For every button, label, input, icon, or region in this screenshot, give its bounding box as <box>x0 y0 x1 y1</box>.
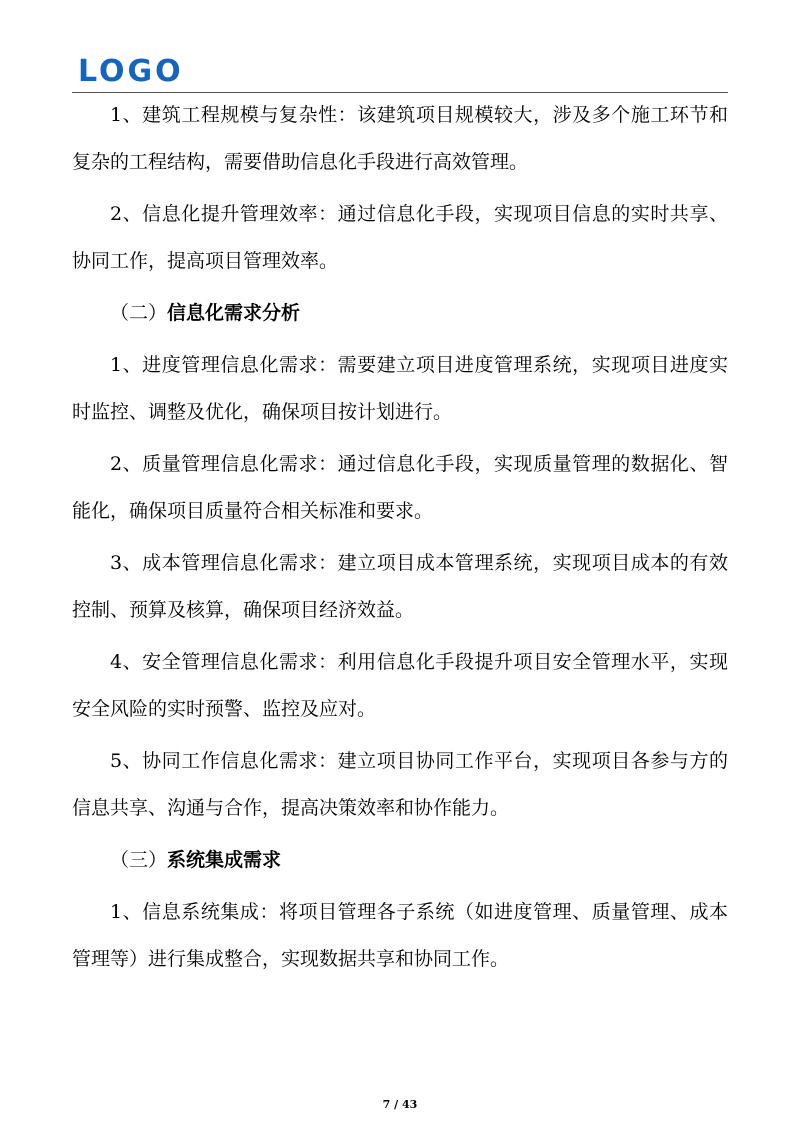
page-number: 7 / 43 <box>382 1098 418 1111</box>
paragraph: 3、成本管理信息化需求：建立项目成本管理系统，实现项目成本的有效控制、预算及核算，确保项目经济效益。 <box>72 552 728 621</box>
section-heading-text: 系统集成需求 <box>167 849 282 871</box>
document-body <box>72 92 728 988</box>
section-heading-prefix: （三） <box>110 849 168 871</box>
paragraph: 2、质量管理信息化需求：通过信息化手段，实现质量管理的数据化、智能化，确保项目质量符合相关标准和要求。 <box>72 453 728 522</box>
paragraph: 1、进度管理信息化需求：需要建立项目进度管理系统，实现项目进度实时监控、调整及优化，确保项目按计划进行。 <box>72 354 728 423</box>
paragraph: 1、建筑工程规模与复杂性：该建筑项目规模较大，涉及多个施工环节和复杂的工程结构，需要借助信息化手段进行高效管理。 <box>72 104 728 173</box>
paragraph: 1、信息系统集成：将项目管理各子系统（如进度管理、质量管理、成本管理等）进行集成整合，实现数据共享和协同工作。 <box>72 901 728 970</box>
logo: LOGO <box>78 54 184 89</box>
section-heading <box>72 290 728 342</box>
section-heading-prefix: （二） <box>110 302 168 324</box>
page-header <box>72 52 728 93</box>
paragraph: 2、信息化提升管理效率：通过信息化手段，实现项目信息的实时共享、协同工作，提高项目管理效率。 <box>72 203 728 272</box>
section-heading-text: 信息化需求分析 <box>167 302 301 324</box>
section-heading <box>72 837 728 889</box>
paragraph: 4、安全管理信息化需求：利用信息化手段提升项目安全管理水平，实现安全风险的实时预警、监控及应对。 <box>72 651 728 720</box>
paragraph: 5、协同工作信息化需求：建立项目协同工作平台，实现项目各参与方的信息共享、沟通与合作，提高决策效率和协作能力。 <box>72 750 728 819</box>
